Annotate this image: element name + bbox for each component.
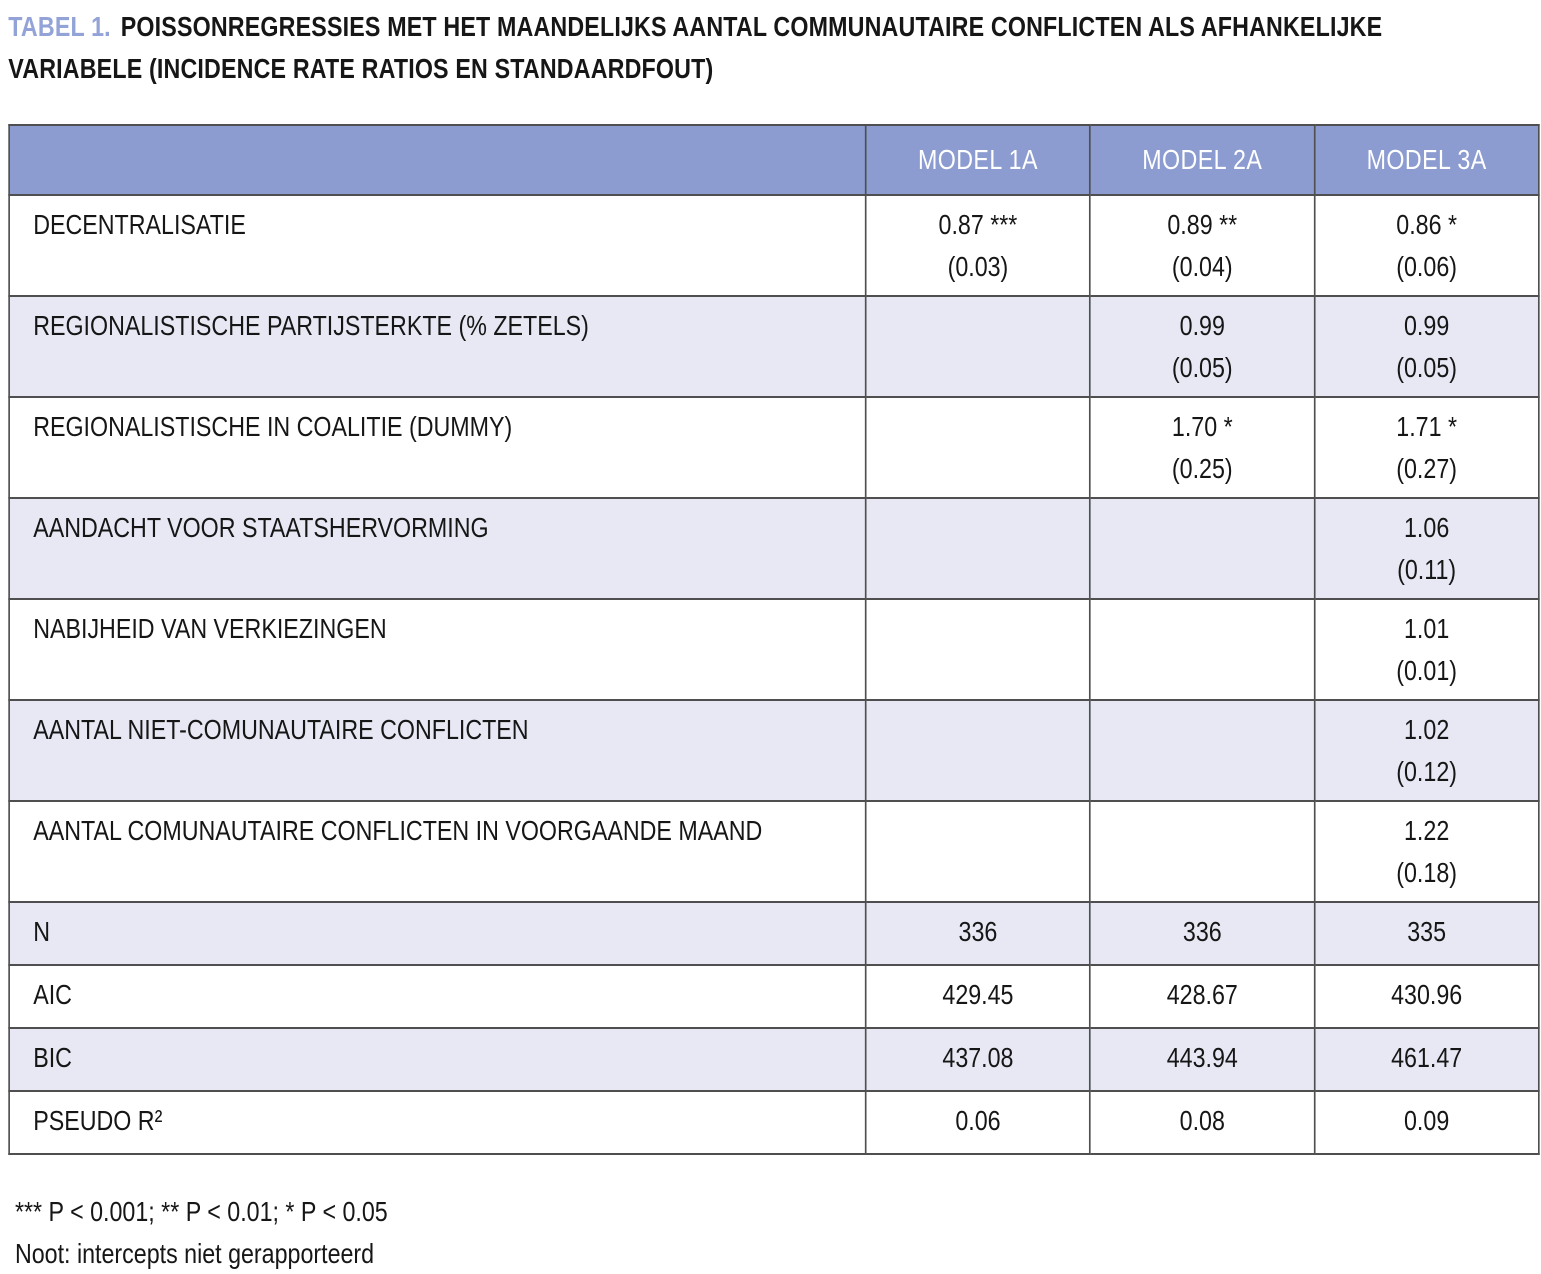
se-value: (0.12) (1396, 756, 1457, 787)
value-cell (1090, 397, 1314, 498)
irr-value: 1.70 * (1171, 411, 1233, 442)
table-row-voorgaandemaand (9, 801, 1539, 902)
value-cell (866, 296, 1090, 397)
stat-value: 461.47 (1314, 1028, 1538, 1091)
se-value: (0.25) (1171, 453, 1233, 484)
table-row-coalitie (9, 397, 1539, 498)
table-row-verkiezingen (9, 599, 1539, 700)
value-cell (1314, 599, 1538, 700)
table-title (8, 6, 1502, 90)
row-label: PSEUDO R² (9, 1091, 866, 1154)
irr-value: 0.99 (1179, 310, 1225, 341)
row-label: BIC (9, 1028, 866, 1091)
irr-value: 0.87 *** (938, 209, 1018, 240)
header-empty-cell (9, 125, 866, 195)
stat-value: 428.67 (1090, 965, 1314, 1028)
stat-value: 0.06 (866, 1091, 1090, 1154)
value-cell (866, 599, 1090, 700)
table-row-aic (9, 965, 1539, 1028)
value-cell (1314, 296, 1538, 397)
value-cell (1314, 801, 1538, 902)
value-cell (1090, 296, 1314, 397)
header-model-1a: MODEL 1A (866, 125, 1090, 195)
stat-value: 0.09 (1314, 1091, 1538, 1154)
row-label: AANTAL COMUNAUTAIRE CONFLICTEN IN VOORGAANDE MAAND (9, 801, 866, 902)
se-value: (0.01) (1396, 655, 1457, 686)
value-cell (866, 498, 1090, 599)
row-label: DECENTRALISATIE (9, 195, 866, 296)
stat-value: 429.45 (866, 965, 1090, 1028)
stat-value: 437.08 (866, 1028, 1090, 1091)
table-row-n (9, 902, 1539, 965)
table-title-text: POISSONREGRESSIES MET HET MAANDELIJKS AANTAL COMMUNAUTAIRE CONFLICTEN ALS AFHANKELIJKE VARIABELE (INCIDENCE RATE RATIOS EN STANDAARDFOUT) (8, 11, 1383, 84)
irr-value: 1.22 (1404, 815, 1450, 846)
value-cell (1090, 599, 1314, 700)
value-cell (1090, 801, 1314, 902)
table-row-decentralisatie (9, 195, 1539, 296)
header-row (9, 125, 1539, 195)
intercepts-note: Noot: intercepts niet gerapporteerd (14, 1238, 375, 1269)
irr-value: 1.01 (1404, 613, 1450, 644)
header-model-2a: MODEL 2A (1090, 125, 1314, 195)
value-cell (1090, 498, 1314, 599)
stat-value: 336 (1090, 902, 1314, 965)
value-cell (1090, 195, 1314, 296)
table-notes (8, 1191, 1541, 1274)
row-label: AIC (9, 965, 866, 1028)
row-label: AANTAL NIET-COMUNAUTAIRE CONFLICTEN (9, 700, 866, 801)
irr-value: 0.86 * (1396, 209, 1458, 240)
se-value: (0.05) (1171, 352, 1233, 383)
se-value: (0.11) (1397, 554, 1457, 585)
value-cell (1314, 700, 1538, 801)
table-row-staatshervorming (9, 498, 1539, 599)
table-row-pseudo-r2 (9, 1091, 1539, 1154)
irr-value: 0.89 ** (1167, 209, 1238, 240)
table-row-nietcomunautair (9, 700, 1539, 801)
row-label: NABIJHEID VAN VERKIEZINGEN (9, 599, 866, 700)
stat-value: 335 (1314, 902, 1538, 965)
value-cell (1090, 700, 1314, 801)
row-label: REGIONALISTISCHE IN COALITIE (DUMMY) (9, 397, 866, 498)
table-row-bic (9, 1028, 1539, 1091)
value-cell (866, 700, 1090, 801)
row-label: REGIONALISTISCHE PARTIJSTERKTE (% ZETELS) (9, 296, 866, 397)
table-row-partijsterkte (9, 296, 1539, 397)
value-cell (1314, 498, 1538, 599)
regression-table (8, 124, 1539, 1155)
irr-value: 1.71 * (1396, 411, 1458, 442)
row-label: N (9, 902, 866, 965)
table-number-label: TABEL 1. (8, 11, 111, 42)
value-cell (1314, 195, 1538, 296)
stat-value: 336 (866, 902, 1090, 965)
se-value: (0.18) (1396, 857, 1457, 888)
se-value: (0.05) (1396, 352, 1457, 383)
stat-value: 0.08 (1090, 1091, 1314, 1154)
value-cell (1314, 397, 1538, 498)
stat-value: 430.96 (1314, 965, 1538, 1028)
se-value: (0.06) (1396, 251, 1457, 282)
se-value: (0.27) (1396, 453, 1457, 484)
significance-note: *** P < 0.001; ** P < 0.01; * P < 0.05 (14, 1196, 388, 1227)
header-model-3a: MODEL 3A (1314, 125, 1538, 195)
irr-value: 0.99 (1404, 310, 1450, 341)
row-label: AANDACHT VOOR STAATSHERVORMING (9, 498, 866, 599)
value-cell (866, 195, 1090, 296)
value-cell (866, 397, 1090, 498)
se-value: (0.03) (947, 251, 1009, 282)
irr-value: 1.02 (1404, 714, 1450, 745)
se-value: (0.04) (1171, 251, 1233, 282)
stat-value: 443.94 (1090, 1028, 1314, 1091)
irr-value: 1.06 (1404, 512, 1450, 543)
value-cell (866, 801, 1090, 902)
